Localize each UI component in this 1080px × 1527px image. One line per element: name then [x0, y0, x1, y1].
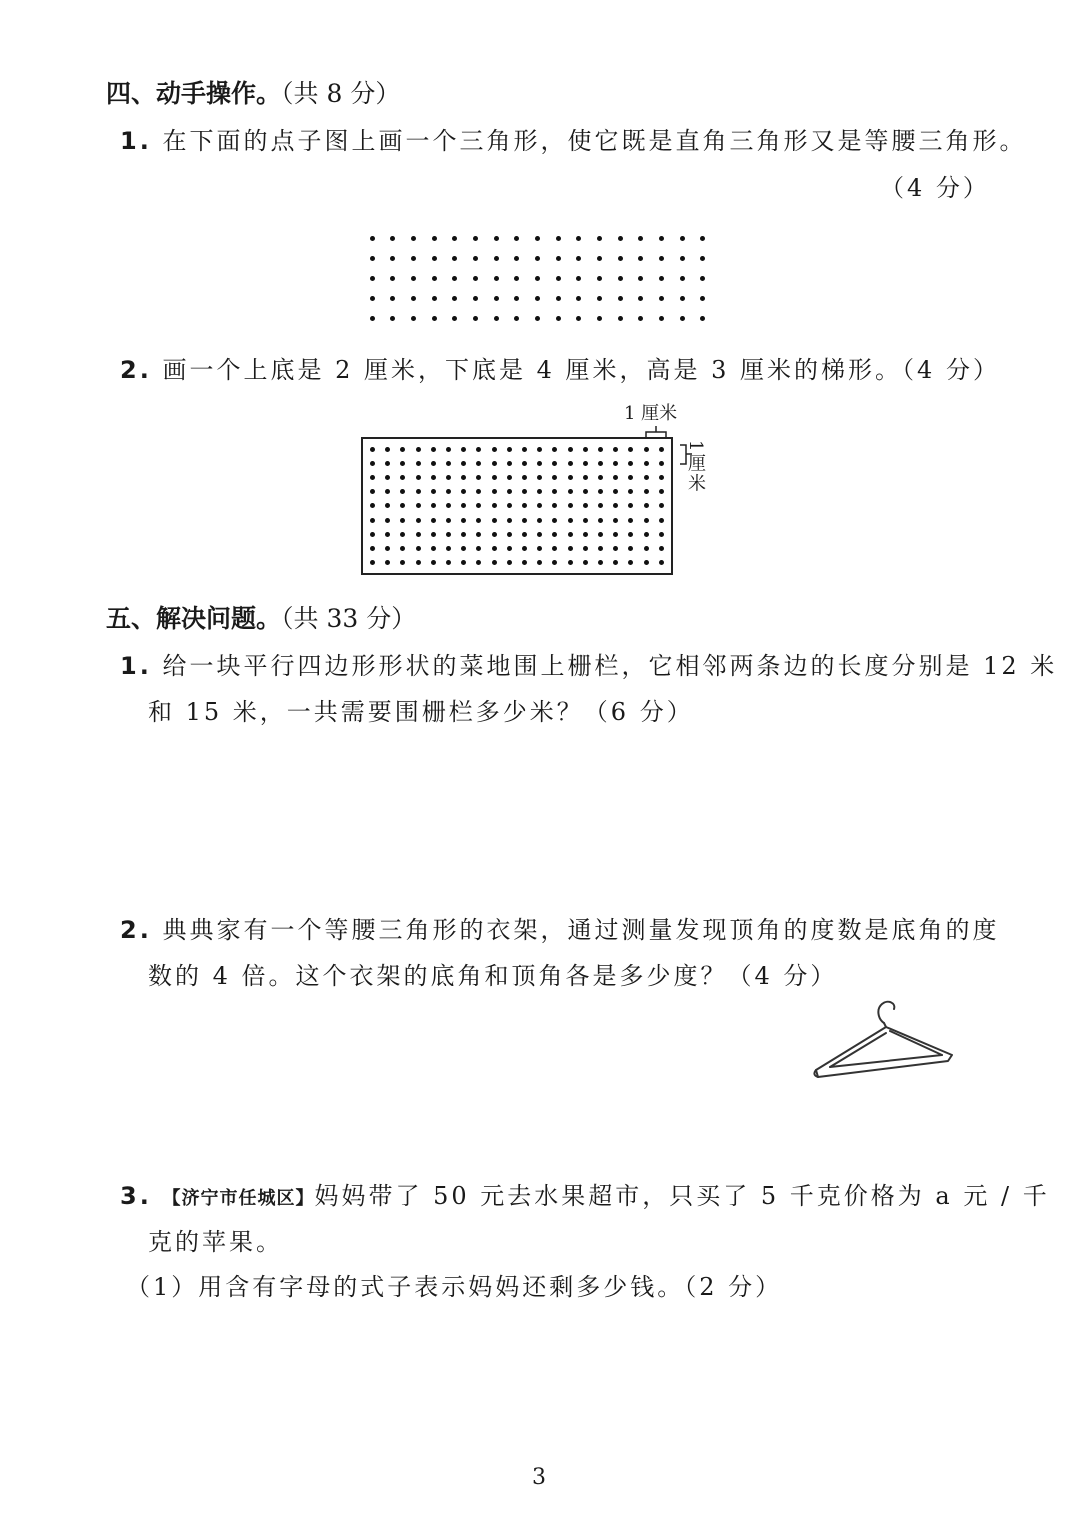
grid-dot[interactable]: [385, 503, 390, 508]
grid-dot[interactable]: [385, 461, 390, 466]
grid-dot[interactable]: [411, 316, 416, 321]
grid-dot[interactable]: [431, 560, 436, 565]
s5-q1-number: 1.: [120, 652, 152, 680]
grid-dot[interactable]: [416, 532, 421, 537]
grid-dot[interactable]: [598, 546, 603, 551]
grid-dot[interactable]: [390, 256, 395, 261]
grid-dot[interactable]: [552, 532, 557, 537]
grid-dot[interactable]: [476, 475, 481, 480]
grid-dot[interactable]: [400, 546, 405, 551]
grid-dot[interactable]: [583, 503, 588, 508]
grid-dot[interactable]: [492, 447, 497, 452]
grid-dot[interactable]: [628, 447, 633, 452]
grid-dot[interactable]: [700, 236, 705, 241]
grid-dot[interactable]: [700, 276, 705, 281]
s5-q2-number: 2.: [120, 916, 152, 944]
grid-dot[interactable]: [552, 489, 557, 494]
grid-dot[interactable]: [598, 518, 603, 523]
grid-dot[interactable]: [400, 489, 405, 494]
grid-dot[interactable]: [507, 461, 512, 466]
grid-dot[interactable]: [556, 256, 561, 261]
grid-dot[interactable]: [385, 532, 390, 537]
grid-dot[interactable]: [552, 447, 557, 452]
grid-dot[interactable]: [522, 461, 527, 466]
grid-dot[interactable]: [522, 518, 527, 523]
grid-dot[interactable]: [492, 546, 497, 551]
grid-dot[interactable]: [492, 532, 497, 537]
grid-dot[interactable]: [597, 236, 602, 241]
grid-dot[interactable]: [431, 532, 436, 537]
grid-dot[interactable]: [432, 236, 437, 241]
dot-grid-2[interactable]: [365, 442, 669, 570]
grid-dot[interactable]: [583, 560, 588, 565]
s5-question-2: [120, 910, 999, 945]
grid-dot[interactable]: [461, 503, 466, 508]
grid-dot[interactable]: [644, 503, 649, 508]
grid-dot[interactable]: [638, 316, 643, 321]
grid-dot[interactable]: [514, 276, 519, 281]
grid-dot[interactable]: [583, 475, 588, 480]
grid-dot[interactable]: [535, 296, 540, 301]
grid-dot[interactable]: [514, 316, 519, 321]
section-4-points: （共 8 分）: [281, 79, 401, 108]
grid-dot[interactable]: [385, 546, 390, 551]
grid-dot[interactable]: [507, 546, 512, 551]
grid-dot[interactable]: [613, 546, 618, 551]
grid-dot[interactable]: [390, 316, 395, 321]
grid-dot[interactable]: [583, 532, 588, 537]
grid-dot[interactable]: [598, 560, 603, 565]
grid-dot[interactable]: [618, 236, 623, 241]
s5-q2-line1: 典典家有一个等腰三角形的衣架，通过测量发现顶角的度数是底角的度: [162, 916, 1000, 944]
grid-dot[interactable]: [385, 447, 390, 452]
grid-dot[interactable]: [613, 475, 618, 480]
grid-dot[interactable]: [432, 256, 437, 261]
grid-dot[interactable]: [644, 475, 649, 480]
grid-dot[interactable]: [576, 296, 581, 301]
grid-dot[interactable]: [411, 296, 416, 301]
grid-dot[interactable]: [535, 316, 540, 321]
grid-dot[interactable]: [680, 316, 685, 321]
grid-dot[interactable]: [400, 503, 405, 508]
grid-dot[interactable]: [680, 256, 685, 261]
grid-dot[interactable]: [618, 296, 623, 301]
grid-dot[interactable]: [370, 503, 375, 508]
grid-dot[interactable]: [613, 447, 618, 452]
grid-dot[interactable]: [446, 503, 451, 508]
grid-dot[interactable]: [568, 461, 573, 466]
grid-dot[interactable]: [659, 475, 664, 480]
grid-dot[interactable]: [659, 489, 664, 494]
s4-q1-text: 在下面的点子图上画一个三角形，使它既是直角三角形又是等腰三角形。: [162, 127, 1027, 155]
grid-dot[interactable]: [507, 518, 512, 523]
grid-dot[interactable]: [431, 489, 436, 494]
grid-dot[interactable]: [628, 546, 633, 551]
grid-dot[interactable]: [431, 447, 436, 452]
grid-dot[interactable]: [400, 560, 405, 565]
grid-dot[interactable]: [432, 296, 437, 301]
grid-dot[interactable]: [432, 316, 437, 321]
grid-dot[interactable]: [598, 475, 603, 480]
grid-dot[interactable]: [416, 503, 421, 508]
grid-dot[interactable]: [659, 316, 664, 321]
hanger-icon: [808, 995, 958, 1085]
s5-q3-number: 3.: [120, 1182, 152, 1210]
grid-dot[interactable]: [522, 503, 527, 508]
grid-dot[interactable]: [644, 560, 649, 565]
grid-dot[interactable]: [638, 296, 643, 301]
grid-dot[interactable]: [370, 256, 375, 261]
grid-dot[interactable]: [494, 236, 499, 241]
grid-dot[interactable]: [461, 546, 466, 551]
grid-dot[interactable]: [492, 461, 497, 466]
grid-dot[interactable]: [390, 276, 395, 281]
grid-dot[interactable]: [700, 256, 705, 261]
s5-q1-line2: 和 15 米，一共需要围栅栏多少米？（6 分）: [148, 698, 694, 726]
grid-dot[interactable]: [507, 560, 512, 565]
s4-question-2: [120, 350, 1000, 385]
grid-dot[interactable]: [400, 532, 405, 537]
grid-dot[interactable]: [514, 296, 519, 301]
grid-dot[interactable]: [370, 518, 375, 523]
grid-dot[interactable]: [522, 489, 527, 494]
grid-dot[interactable]: [416, 475, 421, 480]
grid-dot[interactable]: [568, 532, 573, 537]
grid-dot[interactable]: [370, 447, 375, 452]
grid-dot[interactable]: [659, 546, 664, 551]
grid-dot[interactable]: [628, 503, 633, 508]
grid-dot[interactable]: [552, 560, 557, 565]
grid-dot[interactable]: [644, 518, 649, 523]
grid-dot[interactable]: [638, 236, 643, 241]
grid-dot[interactable]: [583, 461, 588, 466]
grid-dot[interactable]: [583, 447, 588, 452]
grid-dot[interactable]: [507, 489, 512, 494]
grid-dot[interactable]: [568, 518, 573, 523]
grid-dot[interactable]: [576, 316, 581, 321]
grid-dot[interactable]: [452, 276, 457, 281]
grid-dot[interactable]: [568, 546, 573, 551]
grid-dot[interactable]: [461, 475, 466, 480]
grid-dot[interactable]: [473, 256, 478, 261]
grid-dot[interactable]: [446, 532, 451, 537]
grid-dot[interactable]: [411, 256, 416, 261]
section-5-heading: [106, 599, 416, 635]
section-4-heading: [106, 74, 400, 110]
grid-dot[interactable]: [537, 560, 542, 565]
grid-dot[interactable]: [568, 503, 573, 508]
grid-dot[interactable]: [644, 489, 649, 494]
grid-dot[interactable]: [535, 256, 540, 261]
grid-dot[interactable]: [659, 503, 664, 508]
grid-dot[interactable]: [416, 447, 421, 452]
grid-dot[interactable]: [522, 447, 527, 452]
grid-dot[interactable]: [494, 316, 499, 321]
grid-dot[interactable]: [522, 546, 527, 551]
grid-dot[interactable]: [659, 256, 664, 261]
grid-dot[interactable]: [628, 489, 633, 494]
grid-dot[interactable]: [461, 461, 466, 466]
grid-dot[interactable]: [452, 236, 457, 241]
grid-dot[interactable]: [461, 447, 466, 452]
grid-dot[interactable]: [535, 236, 540, 241]
grid-dot[interactable]: [613, 532, 618, 537]
grid-dot[interactable]: [494, 276, 499, 281]
grid-dot[interactable]: [452, 296, 457, 301]
grid-dot[interactable]: [400, 518, 405, 523]
s4-q2-number: 2.: [120, 356, 152, 384]
grid-dot[interactable]: [507, 503, 512, 508]
grid-dot[interactable]: [476, 503, 481, 508]
grid-dot[interactable]: [385, 475, 390, 480]
grid-dot[interactable]: [556, 276, 561, 281]
grid-dot[interactable]: [431, 503, 436, 508]
grid-dot[interactable]: [385, 518, 390, 523]
grid-dot[interactable]: [628, 560, 633, 565]
unit-label-horizontal: 1 厘米: [624, 403, 678, 424]
s5-q3-tag: 【济宁市任城区】: [162, 1188, 315, 1209]
grid-dot[interactable]: [476, 560, 481, 565]
grid-dot[interactable]: [400, 447, 405, 452]
grid-dot[interactable]: [537, 546, 542, 551]
grid-dot[interactable]: [390, 296, 395, 301]
grid-dot[interactable]: [552, 475, 557, 480]
grid-dot[interactable]: [583, 489, 588, 494]
grid-dot[interactable]: [613, 503, 618, 508]
grid-dot[interactable]: [598, 532, 603, 537]
grid-dot[interactable]: [494, 296, 499, 301]
s5-question-3: [120, 1176, 1050, 1211]
grid-dot[interactable]: [659, 532, 664, 537]
grid-dot[interactable]: [568, 489, 573, 494]
grid-dot[interactable]: [659, 461, 664, 466]
grid-dot[interactable]: [507, 532, 512, 537]
s5-q3-sub1: （1）用含有字母的式子表示妈妈还剩多少钱。（2 分）: [126, 1273, 783, 1301]
grid-dot[interactable]: [370, 276, 375, 281]
grid-dot[interactable]: [446, 560, 451, 565]
grid-dot[interactable]: [598, 503, 603, 508]
grid-dot[interactable]: [568, 560, 573, 565]
grid-dot[interactable]: [416, 560, 421, 565]
grid-dot[interactable]: [473, 296, 478, 301]
grid-dot[interactable]: [514, 236, 519, 241]
grid-dot[interactable]: [644, 447, 649, 452]
grid-dot[interactable]: [597, 316, 602, 321]
s4-q2-text: 画一个上底是 2 厘米，下底是 4 厘米，高是 3 厘米的梯形。（4 分）: [162, 356, 1000, 384]
grid-dot[interactable]: [431, 546, 436, 551]
grid-dot[interactable]: [552, 546, 557, 551]
section-5-title: 五、解决问题。: [106, 604, 282, 633]
grid-dot[interactable]: [492, 560, 497, 565]
grid-dot[interactable]: [552, 518, 557, 523]
grid-dot[interactable]: [613, 518, 618, 523]
grid-dot[interactable]: [659, 518, 664, 523]
grid-dot[interactable]: [492, 475, 497, 480]
grid-dot[interactable]: [613, 560, 618, 565]
grid-dot[interactable]: [452, 316, 457, 321]
grid-dot[interactable]: [583, 546, 588, 551]
grid-dot[interactable]: [446, 546, 451, 551]
grid-dot[interactable]: [522, 475, 527, 480]
s5-q1-line1: 给一块平行四边形形状的菜地围上栅栏，它相邻两条边的长度分别是 12 米: [162, 652, 1058, 680]
grid-dot[interactable]: [537, 532, 542, 537]
grid-dot[interactable]: [576, 276, 581, 281]
grid-dot[interactable]: [613, 461, 618, 466]
grid-dot[interactable]: [537, 475, 542, 480]
grid-dot[interactable]: [370, 475, 375, 480]
grid-dot[interactable]: [552, 461, 557, 466]
grid-dot[interactable]: [628, 532, 633, 537]
section-5-points: （共 33 分）: [281, 604, 417, 633]
grid-dot[interactable]: [537, 461, 542, 466]
grid-dot[interactable]: [494, 256, 499, 261]
grid-dot[interactable]: [507, 447, 512, 452]
grid-dot[interactable]: [680, 276, 685, 281]
grid-dot[interactable]: [680, 296, 685, 301]
grid-dot[interactable]: [659, 236, 664, 241]
grid-dot[interactable]: [628, 461, 633, 466]
grid-dot[interactable]: [522, 560, 527, 565]
grid-dot[interactable]: [432, 276, 437, 281]
grid-dot[interactable]: [446, 461, 451, 466]
grid-dot[interactable]: [583, 518, 588, 523]
s5-q3-line1: 妈妈带了 50 元去水果超市，只买了 5 千克价格为 a 元 / 千: [314, 1182, 1050, 1210]
grid-dot[interactable]: [514, 256, 519, 261]
grid-dot[interactable]: [431, 518, 436, 523]
grid-dot[interactable]: [370, 296, 375, 301]
grid-dot[interactable]: [597, 276, 602, 281]
grid-dot[interactable]: [576, 236, 581, 241]
grid-dot[interactable]: [370, 236, 375, 241]
grid-dot[interactable]: [638, 256, 643, 261]
grid-dot[interactable]: [492, 489, 497, 494]
grid-dot[interactable]: [385, 560, 390, 565]
grid-dot[interactable]: [597, 256, 602, 261]
page-number: 3: [532, 1465, 546, 1490]
s5-q3-line2: 克的苹果。: [148, 1228, 283, 1256]
grid-dot[interactable]: [411, 276, 416, 281]
grid-dot[interactable]: [370, 316, 375, 321]
s5-q2-line2: 数的 4 倍。这个衣架的底角和顶角各是多少度？（4 分）: [148, 962, 838, 990]
grid-dot[interactable]: [618, 316, 623, 321]
grid-dot[interactable]: [476, 532, 481, 537]
grid-dot[interactable]: [492, 518, 497, 523]
grid-dot[interactable]: [452, 256, 457, 261]
grid-dot[interactable]: [370, 461, 375, 466]
grid-dot[interactable]: [628, 475, 633, 480]
grid-dot[interactable]: [598, 461, 603, 466]
grid-dot[interactable]: [476, 489, 481, 494]
grid-dot[interactable]: [446, 489, 451, 494]
unit-label-vertical: 1厘米: [685, 440, 706, 494]
grid-dot[interactable]: [461, 532, 466, 537]
grid-dot[interactable]: [628, 518, 633, 523]
grid-dot[interactable]: [537, 447, 542, 452]
grid-dot[interactable]: [552, 503, 557, 508]
s4-question-1: [120, 121, 1026, 156]
grid-dot[interactable]: [385, 489, 390, 494]
grid-dot[interactable]: [659, 296, 664, 301]
grid-dot[interactable]: [473, 276, 478, 281]
grid-dot[interactable]: [431, 461, 436, 466]
s4-q1-points: （4 分）: [880, 174, 990, 202]
grid-dot[interactable]: [400, 461, 405, 466]
grid-dot[interactable]: [446, 518, 451, 523]
grid-dot[interactable]: [476, 447, 481, 452]
grid-dot[interactable]: [535, 276, 540, 281]
grid-dot[interactable]: [618, 276, 623, 281]
grid-dot[interactable]: [659, 560, 664, 565]
dot-grid-2-frame: [361, 437, 673, 575]
grid-dot[interactable]: [446, 447, 451, 452]
grid-dot[interactable]: [400, 475, 405, 480]
grid-dot[interactable]: [598, 489, 603, 494]
grid-dot[interactable]: [461, 560, 466, 565]
s4-q1-number: 1.: [120, 127, 152, 155]
grid-dot[interactable]: [598, 447, 603, 452]
grid-dot[interactable]: [613, 489, 618, 494]
grid-dot[interactable]: [370, 532, 375, 537]
grid-dot[interactable]: [507, 475, 512, 480]
grid-dot[interactable]: [476, 461, 481, 466]
grid-dot[interactable]: [461, 489, 466, 494]
grid-dot[interactable]: [492, 503, 497, 508]
grid-dot[interactable]: [597, 296, 602, 301]
grid-dot[interactable]: [416, 546, 421, 551]
grid-dot[interactable]: [537, 503, 542, 508]
s5-question-1: [120, 646, 1057, 681]
grid-dot[interactable]: [537, 489, 542, 494]
grid-dot[interactable]: [416, 518, 421, 523]
grid-dot[interactable]: [473, 236, 478, 241]
grid-dot[interactable]: [644, 546, 649, 551]
grid-dot[interactable]: [370, 560, 375, 565]
grid-dot[interactable]: [476, 546, 481, 551]
grid-dot[interactable]: [700, 316, 705, 321]
grid-dot[interactable]: [556, 296, 561, 301]
grid-dot[interactable]: [680, 236, 685, 241]
grid-dot[interactable]: [473, 316, 478, 321]
grid-dot[interactable]: [446, 475, 451, 480]
grid-dot[interactable]: [537, 518, 542, 523]
grid-dot[interactable]: [370, 546, 375, 551]
grid-dot[interactable]: [576, 256, 581, 261]
dot-grid-1[interactable]: [362, 228, 713, 328]
section-4-title: 四、动手操作。: [106, 79, 282, 108]
grid-dot[interactable]: [659, 447, 664, 452]
grid-dot[interactable]: [659, 276, 664, 281]
grid-dot[interactable]: [416, 461, 421, 466]
grid-dot[interactable]: [700, 296, 705, 301]
grid-dot[interactable]: [476, 518, 481, 523]
grid-dot[interactable]: [416, 489, 421, 494]
grid-dot[interactable]: [644, 461, 649, 466]
grid-dot[interactable]: [461, 518, 466, 523]
grid-dot[interactable]: [644, 532, 649, 537]
grid-dot[interactable]: [411, 236, 416, 241]
grid-dot[interactable]: [556, 236, 561, 241]
grid-dot[interactable]: [638, 276, 643, 281]
grid-dot[interactable]: [568, 475, 573, 480]
grid-dot[interactable]: [370, 489, 375, 494]
grid-dot[interactable]: [431, 475, 436, 480]
grid-dot[interactable]: [556, 316, 561, 321]
grid-dot[interactable]: [390, 236, 395, 241]
grid-dot[interactable]: [568, 447, 573, 452]
grid-dot[interactable]: [618, 256, 623, 261]
grid-dot[interactable]: [522, 532, 527, 537]
